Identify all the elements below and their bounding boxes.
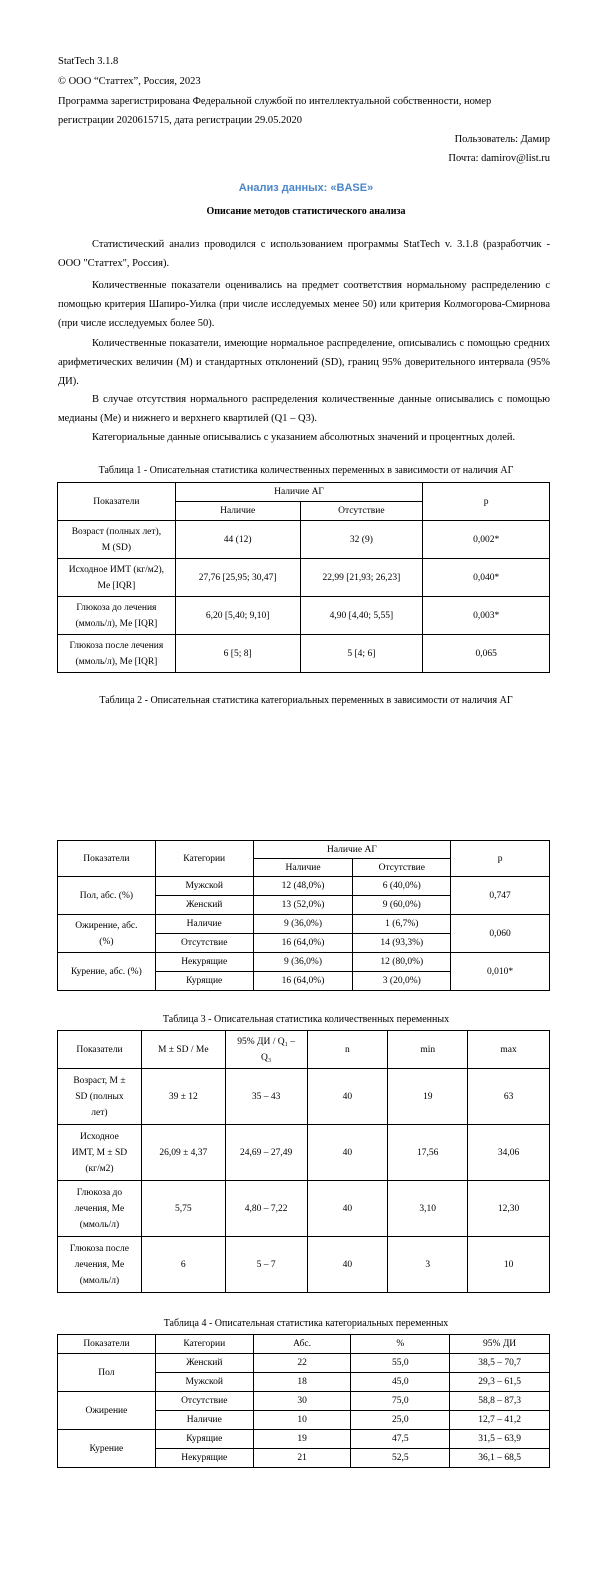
cell-absent: 9 (60,0%) bbox=[353, 896, 451, 915]
group-label: Ожирение bbox=[58, 1392, 156, 1430]
table-1-caption: Таблица 1 - Описательная статистика количественных переменных в зависимости от наличия АГ bbox=[98, 465, 514, 476]
table-2-header-group: Наличие АГ bbox=[253, 841, 451, 859]
cell-absent: 12 (80,0%) bbox=[353, 953, 451, 972]
group-label bbox=[58, 915, 156, 953]
table-1-header-present: Наличие bbox=[175, 502, 300, 521]
cell-present: 27,76 [25,95; 30,47] bbox=[175, 559, 300, 597]
table-1-header-group: Наличие АГ bbox=[175, 483, 422, 502]
methods-paragraph-1: Статистический анализ проводился с использованием программы StatTech v. 3.1.8 (разработчик - ООО "Статтех", Россия). bbox=[58, 239, 550, 269]
cell-absent: 32 (9) bbox=[300, 521, 423, 559]
table-4-header-category: Категории bbox=[155, 1335, 253, 1354]
group-label: Пол, абс. (%) bbox=[58, 877, 156, 915]
user-label: Пользователь: Дамир bbox=[454, 134, 550, 145]
table-row bbox=[58, 1392, 550, 1411]
cell-msd: 26,09 ± 4,37 bbox=[141, 1125, 225, 1181]
group-label-line: Ожирение, абс. bbox=[75, 920, 138, 931]
cell-n: 40 bbox=[307, 1181, 388, 1237]
cell-p: 0,065 bbox=[423, 635, 550, 673]
row-label-line: (кг/м2) bbox=[85, 1163, 114, 1174]
registration-line-2: регистрации 2020615715, дата регистрации 29.05.2020 bbox=[58, 115, 302, 126]
cell-max: 10 bbox=[468, 1237, 550, 1293]
cell-min: 3 bbox=[388, 1237, 468, 1293]
row-label-line: лет) bbox=[91, 1107, 108, 1118]
cell-category: Курящие bbox=[155, 1430, 253, 1449]
cell-ci: 4,80 – 7,22 bbox=[225, 1181, 307, 1237]
table-row bbox=[58, 559, 550, 597]
cell-p: 0,040* bbox=[423, 559, 550, 597]
cell-category: Женский bbox=[155, 896, 253, 915]
cell-p: 0,010* bbox=[451, 953, 550, 991]
cell-category: Некурящие bbox=[155, 953, 253, 972]
table-4-caption: Таблица 4 - Описательная статистика категориальных переменных bbox=[163, 1318, 449, 1329]
cell-category: Некурящие bbox=[155, 1449, 253, 1468]
cell-present: 9 (36,0%) bbox=[253, 953, 353, 972]
table-1-header-p: p bbox=[423, 483, 550, 521]
cell-p: 0,002* bbox=[423, 521, 550, 559]
row-label-line: Возраст (полных лет), bbox=[71, 526, 162, 537]
methods-paragraph-4: В случае отсутствия нормального распределения количественные данные описывались с помощью медианы (Me) и нижнего и верхнего квартилей (Q1 – Q3). bbox=[58, 394, 550, 424]
cell-p: 0,747 bbox=[451, 877, 550, 915]
table-4-header-ci: 95% ДИ bbox=[450, 1335, 550, 1354]
row-label-line: (ммоль/л), Me [IQR] bbox=[75, 656, 158, 667]
group-label: Пол bbox=[58, 1354, 156, 1392]
table-3-header-n: n bbox=[307, 1031, 388, 1069]
methods-paragraph-2: Количественные показатели оценивались на предмет соответствия нормальному распределению с помощью критерия Шапиро-Уилка (при числе исследуемых менее 50) или критерия Колмогорова-Смирнова (при числе исследуемых более 50). bbox=[58, 280, 550, 329]
table-row bbox=[58, 1069, 550, 1125]
table-3-header-ci bbox=[225, 1031, 307, 1069]
table-row bbox=[58, 1237, 550, 1293]
row-label-line: Me [IQR] bbox=[97, 580, 136, 591]
cell-min: 3,10 bbox=[388, 1181, 468, 1237]
cell-ci: 24,69 – 27,49 bbox=[225, 1125, 307, 1181]
table-row bbox=[58, 1125, 550, 1181]
email-label: Почта: damirov@list.ru bbox=[448, 153, 550, 164]
cell-pct: 47,5 bbox=[351, 1430, 450, 1449]
cell-category: Женский bbox=[155, 1354, 253, 1373]
cell-ci: 12,7 – 41,2 bbox=[450, 1411, 550, 1430]
cell-absent: 4,90 [4,40; 5,55] bbox=[300, 597, 423, 635]
cell-max: 12,30 bbox=[468, 1181, 550, 1237]
cell-absent: 1 (6,7%) bbox=[353, 915, 451, 934]
cell-pct: 75,0 bbox=[351, 1392, 450, 1411]
cell-p: 0,003* bbox=[423, 597, 550, 635]
header-line: Q₃ bbox=[261, 1052, 272, 1063]
cell-absent: 22,99 [21,93; 26,23] bbox=[300, 559, 423, 597]
cell-abs: 10 bbox=[253, 1411, 351, 1430]
cell-ci: 29,3 – 61,5 bbox=[450, 1373, 550, 1392]
cell-present: 16 (64,0%) bbox=[253, 934, 353, 953]
cell-abs: 19 bbox=[253, 1430, 351, 1449]
table-row bbox=[58, 1354, 550, 1373]
cell-abs: 30 bbox=[253, 1392, 351, 1411]
cell-ci: 5 – 7 bbox=[225, 1237, 307, 1293]
cell-present: 13 (52,0%) bbox=[253, 896, 353, 915]
table-3-header-min: min bbox=[388, 1031, 468, 1069]
cell-ci: 31,5 – 63,9 bbox=[450, 1430, 550, 1449]
row-label-line: лечения, Me bbox=[74, 1203, 125, 1214]
methods-subtitle: Описание методов статистического анализа bbox=[206, 206, 406, 217]
cell-category: Отсутствие bbox=[155, 1392, 253, 1411]
cell-category: Мужской bbox=[155, 1373, 253, 1392]
table-3-header-indicator: Показатели bbox=[58, 1031, 142, 1069]
cell-pct: 52,5 bbox=[351, 1449, 450, 1468]
row-label-line: (ммоль/л), Me [IQR] bbox=[75, 618, 158, 629]
row-label-line: (ммоль/л) bbox=[79, 1219, 120, 1230]
cell-category: Курящие bbox=[155, 972, 253, 991]
cell-ci: 36,1 – 68,5 bbox=[450, 1449, 550, 1468]
row-label-line: Возраст, M ± bbox=[73, 1075, 126, 1086]
cell-present: 6 [5; 8] bbox=[175, 635, 300, 673]
table-row bbox=[58, 953, 550, 972]
app-version: StatTech 3.1.8 bbox=[58, 56, 119, 67]
table-4-header-indicator: Показатели bbox=[58, 1335, 156, 1354]
cell-present: 44 (12) bbox=[175, 521, 300, 559]
cell-pct: 55,0 bbox=[351, 1354, 450, 1373]
row-label-line: Глюкоза до лечения bbox=[76, 602, 157, 613]
cell-min: 19 bbox=[388, 1069, 468, 1125]
group-label-line: (%) bbox=[99, 936, 114, 947]
table-1-header-absent: Отсутствие bbox=[300, 502, 423, 521]
row-label-line: SD (полных bbox=[75, 1091, 124, 1102]
cell-category: Наличие bbox=[155, 915, 253, 934]
cell-category: Наличие bbox=[155, 1411, 253, 1430]
table-row bbox=[58, 597, 550, 635]
table-3 bbox=[57, 1030, 550, 1293]
cell-msd: 5,75 bbox=[141, 1181, 225, 1237]
table-2-header-present: Наличие bbox=[253, 859, 353, 877]
cell-n: 40 bbox=[307, 1125, 388, 1181]
row-label-line: M (SD) bbox=[101, 542, 132, 553]
registration-line-1: Программа зарегистрирована Федеральной службой по интеллектуальной собственности, номер bbox=[58, 96, 492, 107]
row-label-line: (ммоль/л) bbox=[79, 1275, 120, 1286]
cell-absent: 6 (40,0%) bbox=[353, 877, 451, 896]
table-4-header-abs: Абс. bbox=[253, 1335, 351, 1354]
table-4-header-pct: % bbox=[351, 1335, 450, 1354]
cell-category: Отсутствие bbox=[155, 934, 253, 953]
row-label-line: Исходное bbox=[80, 1131, 119, 1142]
cell-pct: 45,0 bbox=[351, 1373, 450, 1392]
table-row bbox=[58, 1430, 550, 1449]
cell-max: 34,06 bbox=[468, 1125, 550, 1181]
group-label: Курение bbox=[58, 1430, 156, 1468]
table-1-header-indicator: Показатели bbox=[58, 483, 176, 521]
table-row bbox=[58, 877, 550, 896]
cell-n: 40 bbox=[307, 1237, 388, 1293]
table-2-header-indicator: Показатели bbox=[58, 841, 156, 877]
copyright: © ООО “Статтех”, Россия, 2023 bbox=[58, 76, 201, 87]
cell-min: 17,56 bbox=[388, 1125, 468, 1181]
header-line: 95% ДИ / Q₁ – bbox=[237, 1036, 296, 1047]
cell-present: 9 (36,0%) bbox=[253, 915, 353, 934]
group-label: Курение, абс. (%) bbox=[58, 953, 156, 991]
row-label-line: Глюкоза до bbox=[76, 1187, 123, 1198]
row-label-line: Глюкоза после bbox=[69, 1243, 129, 1254]
table-row bbox=[58, 635, 550, 673]
document-title: Анализ данных: «BASE» bbox=[238, 182, 374, 194]
table-3-header-msd: M ± SD / Me bbox=[141, 1031, 225, 1069]
cell-msd: 6 bbox=[141, 1237, 225, 1293]
row-label-line: лечения, Me bbox=[74, 1259, 125, 1270]
cell-category: Мужской bbox=[155, 877, 253, 896]
table-2-caption: Таблица 2 - Описательная статистика категориальных переменных в зависимости от наличия АГ bbox=[99, 695, 513, 706]
cell-present: 12 (48,0%) bbox=[253, 877, 353, 896]
cell-ci: 58,8 – 87,3 bbox=[450, 1392, 550, 1411]
table-2 bbox=[57, 840, 550, 991]
cell-max: 63 bbox=[468, 1069, 550, 1125]
methods-paragraph-3: Количественные показатели, имеющие нормальное распределение, описывались с помощью средних арифметических величин (M) и стандартных отклонений (SD), границ 95% доверительного интервала (95% ДИ). bbox=[58, 338, 550, 387]
table-row bbox=[58, 915, 550, 934]
cell-absent: 3 (20,0%) bbox=[353, 972, 451, 991]
cell-present: 6,20 [5,40; 9,10] bbox=[175, 597, 300, 635]
cell-absent: 14 (93,3%) bbox=[353, 934, 451, 953]
table-4 bbox=[57, 1334, 550, 1468]
cell-abs: 18 bbox=[253, 1373, 351, 1392]
table-3-header-max: max bbox=[468, 1031, 550, 1069]
cell-ci: 35 – 43 bbox=[225, 1069, 307, 1125]
cell-ci: 38,5 – 70,7 bbox=[450, 1354, 550, 1373]
cell-abs: 21 bbox=[253, 1449, 351, 1468]
cell-absent: 5 [4; 6] bbox=[300, 635, 423, 673]
methods-paragraph-5: Категориальные данные описывались с указанием абсолютных значений и процентных долей. bbox=[92, 432, 516, 443]
row-label-line: Исходное ИМТ (кг/м2), bbox=[68, 564, 165, 575]
table-row bbox=[58, 1181, 550, 1237]
table-row bbox=[58, 521, 550, 559]
cell-present: 16 (64,0%) bbox=[253, 972, 353, 991]
cell-msd: 39 ± 12 bbox=[141, 1069, 225, 1125]
cell-pct: 25,0 bbox=[351, 1411, 450, 1430]
table-3-caption: Таблица 3 - Описательная статистика количественных переменных bbox=[162, 1014, 450, 1025]
row-label-line: ИМТ, M ± SD bbox=[71, 1147, 128, 1158]
cell-p: 0,060 bbox=[451, 915, 550, 953]
cell-abs: 22 bbox=[253, 1354, 351, 1373]
table-2-header-absent: Отсутствие bbox=[353, 859, 451, 877]
table-2-header-p: p bbox=[451, 841, 550, 877]
table-2-header-category: Категории bbox=[155, 841, 253, 877]
table-1 bbox=[57, 482, 550, 673]
row-label-line: Глюкоза после лечения bbox=[69, 640, 164, 651]
cell-n: 40 bbox=[307, 1069, 388, 1125]
